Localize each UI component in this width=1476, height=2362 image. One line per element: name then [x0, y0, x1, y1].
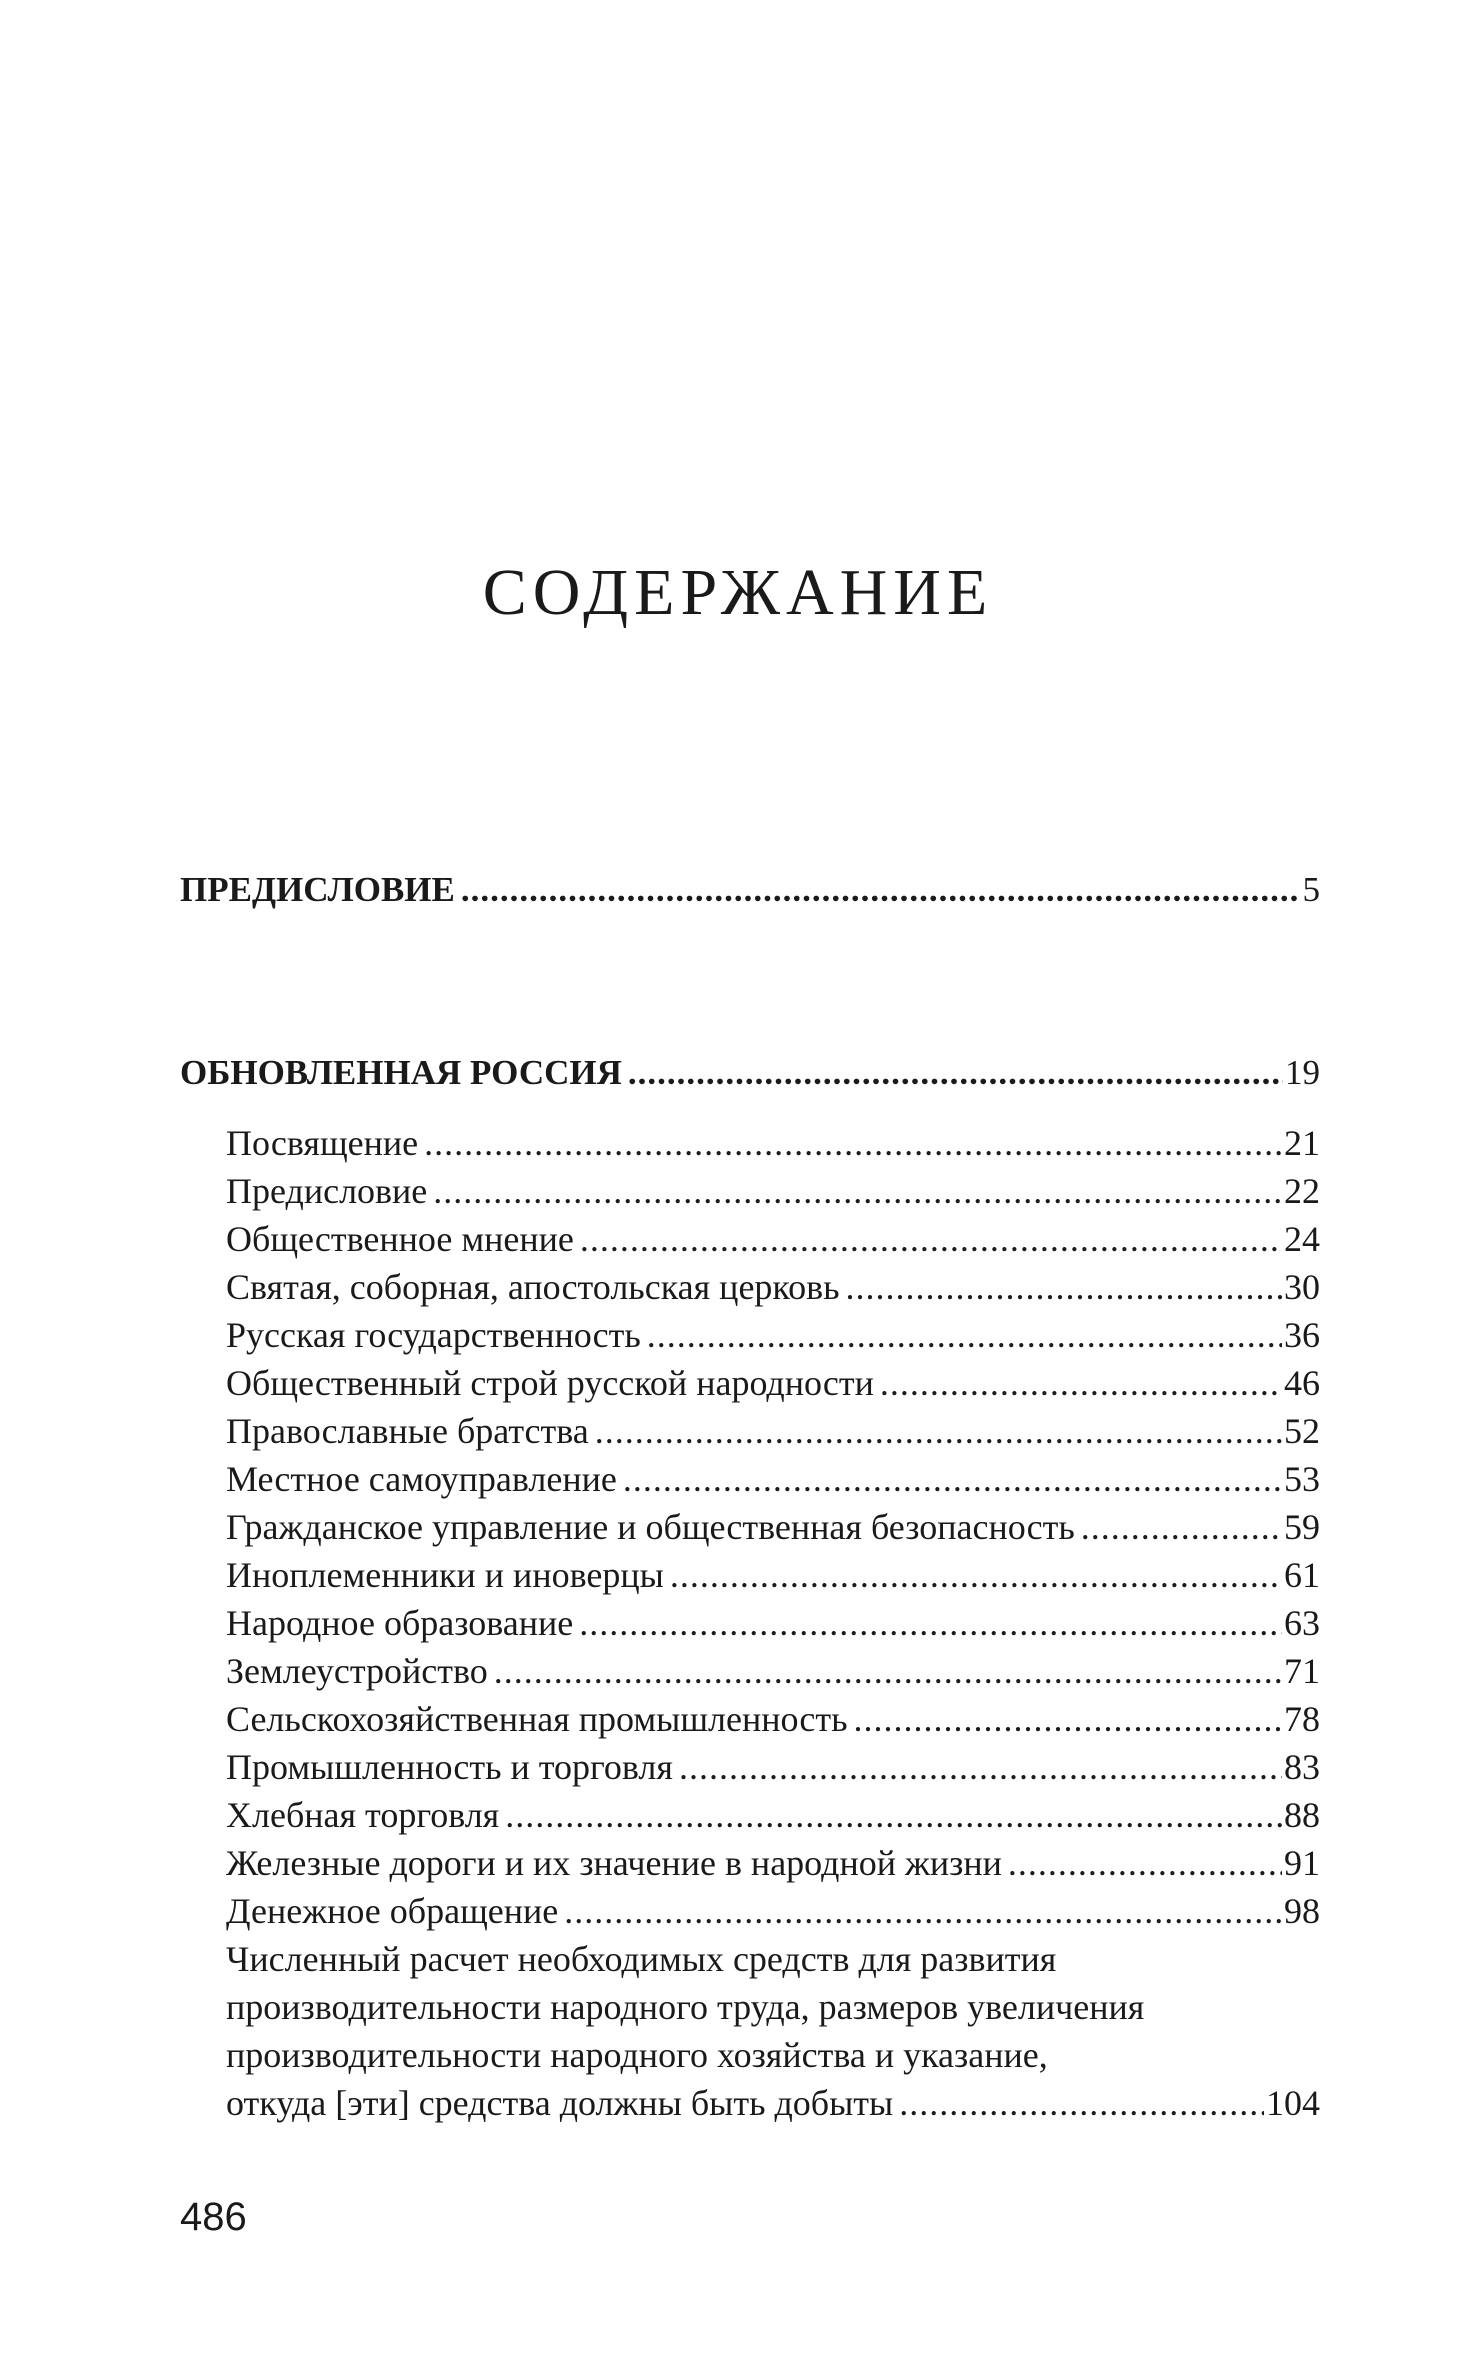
toc-entry-page: 61 — [1284, 1555, 1320, 1595]
toc-subentry[interactable] — [180, 1455, 1320, 1503]
toc-subentries — [180, 1119, 1320, 2127]
leader-dots — [595, 1407, 1282, 1455]
toc-entry-part[interactable] — [180, 1049, 1320, 1097]
toc-entry-label: Местное самоуправление — [226, 1459, 617, 1499]
toc-preface-section — [180, 866, 1320, 914]
toc-entry-page: 5 — [1302, 870, 1320, 909]
toc-subentry[interactable] — [180, 1167, 1320, 1215]
toc-entry-page: 30 — [1284, 1267, 1320, 1307]
toc-entry-label: Промышленность и торговля — [226, 1747, 673, 1787]
toc-subentry[interactable] — [180, 1599, 1320, 1647]
toc-entry-page: 21 — [1284, 1123, 1320, 1163]
toc-entry-page: 19 — [1285, 1053, 1320, 1092]
leader-dots — [461, 866, 1301, 914]
leader-dots — [424, 1119, 1282, 1167]
page-number: 486 — [180, 2195, 247, 2239]
leader-dots — [494, 1647, 1282, 1695]
toc-subentry[interactable] — [180, 1695, 1320, 1743]
leader-dots — [899, 2079, 1264, 2127]
toc-entry-label: ОБНОВЛЕННАЯ РОССИЯ — [180, 1053, 622, 1092]
toc-entry-label: откуда [эти] средства должны быть добыты — [226, 2083, 894, 2123]
toc-subentry[interactable] — [180, 1359, 1320, 1407]
toc-entry-line: производительности народного хозяйства и указание, — [226, 2035, 1048, 2075]
toc-subentry[interactable] — [180, 1551, 1320, 1599]
toc-subentry[interactable] — [180, 1407, 1320, 1455]
toc-entry-label: Общественное мнение — [226, 1219, 574, 1259]
toc-subentry[interactable] — [180, 1839, 1320, 1887]
toc-entry-label: Гражданское управление и общественная безопасность — [226, 1507, 1075, 1547]
leader-dots — [670, 1551, 1282, 1599]
toc-entry-label: Землеустройство — [226, 1651, 488, 1691]
page-title: СОДЕРЖАНИЕ — [482, 556, 994, 629]
toc-subentry[interactable] — [180, 1119, 1320, 1167]
toc-subentry[interactable] — [180, 1215, 1320, 1263]
leader-dots — [433, 1167, 1282, 1215]
toc-subentry[interactable] — [180, 1887, 1320, 1935]
toc-entry-page: 24 — [1284, 1219, 1320, 1259]
toc-entry-label: Сельскохозяйственная промышленность — [226, 1699, 848, 1739]
leader-dots — [1008, 1839, 1282, 1887]
leader-dots — [846, 1263, 1283, 1311]
leader-dots — [628, 1049, 1283, 1097]
toc-entry-label: Предисловие — [226, 1171, 428, 1211]
toc-subentry-multiline[interactable] — [180, 1935, 1320, 2127]
toc-subentry[interactable] — [180, 1743, 1320, 1791]
toc-entry-preface[interactable] — [180, 866, 1320, 914]
leader-dots — [880, 1359, 1282, 1407]
toc-entry-page: 52 — [1284, 1411, 1320, 1451]
toc-entry-label: Денежное обращение — [226, 1891, 559, 1931]
toc-subentry[interactable] — [180, 1263, 1320, 1311]
leader-dots — [647, 1311, 1282, 1359]
toc-entry-page: 91 — [1284, 1843, 1320, 1883]
leader-dots — [564, 1887, 1282, 1935]
toc-entry-label: Народное образование — [226, 1603, 574, 1643]
toc-entry-page: 22 — [1284, 1171, 1320, 1211]
toc-subentry[interactable] — [180, 1791, 1320, 1839]
toc-entry-line: Численный расчет необходимых средств для развития — [226, 1939, 1057, 1979]
toc-part-section — [180, 1049, 1320, 2127]
toc-entry-page: 71 — [1284, 1651, 1320, 1691]
toc-entry-label: Железные дороги и их значение в народной жизни — [226, 1843, 1002, 1883]
toc-entry-page: 59 — [1284, 1507, 1320, 1547]
leader-dots — [580, 1215, 1282, 1263]
toc-subentry[interactable] — [180, 1503, 1320, 1551]
toc-entry-page: 88 — [1284, 1795, 1320, 1835]
leader-dots — [623, 1455, 1282, 1503]
toc-entry-label: Хлебная торговля — [226, 1795, 500, 1835]
toc-entry-label: ПРЕДИСЛОВИЕ — [180, 870, 455, 909]
toc-entry-page: 104 — [1266, 2083, 1320, 2123]
toc-entry-page: 53 — [1284, 1459, 1320, 1499]
toc-entry-page: 36 — [1284, 1315, 1320, 1355]
toc-entry-page: 63 — [1284, 1603, 1320, 1643]
toc-entry-label: Русская государственность — [226, 1315, 641, 1355]
toc-entry-page: 83 — [1284, 1747, 1320, 1787]
toc-entry-label: Святая, соборная, апостольская церковь — [226, 1267, 840, 1307]
leader-dots — [679, 1743, 1282, 1791]
leader-dots — [505, 1791, 1282, 1839]
toc-entry-line: производительности народного труда, размеров увеличения — [226, 1987, 1145, 2027]
toc-entry-label: Общественный строй русской народности — [226, 1363, 874, 1403]
toc-entry-page: 46 — [1284, 1363, 1320, 1403]
toc-entry-label: Православные братства — [226, 1411, 589, 1451]
toc-subentry[interactable] — [180, 1311, 1320, 1359]
toc-subentry[interactable] — [180, 1647, 1320, 1695]
leader-dots — [579, 1599, 1282, 1647]
leader-dots — [854, 1695, 1282, 1743]
toc-entry-last-line — [226, 2079, 1320, 2127]
toc-entry-label: Посвящение — [226, 1123, 419, 1163]
leader-dots — [1081, 1503, 1282, 1551]
toc-entry-page: 78 — [1284, 1699, 1320, 1739]
toc-entry-label: Иноплеменники и иноверцы — [226, 1555, 664, 1595]
toc-entry-page: 98 — [1284, 1891, 1320, 1931]
